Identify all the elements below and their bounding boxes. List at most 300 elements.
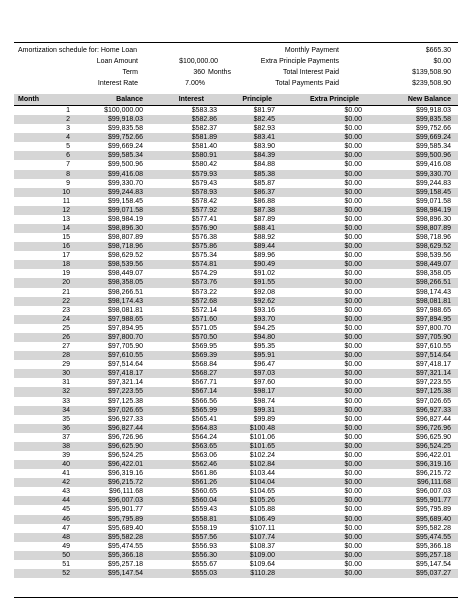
table-row (14, 505, 458, 514)
cell-principle: $102.24 (249, 451, 275, 459)
cell-balance: $97,610.55 (107, 352, 143, 360)
cell-extra-principle: $0.00 (344, 451, 362, 459)
table-row (14, 387, 458, 396)
cell-extra-principle: $0.00 (344, 379, 362, 387)
cell-principle: $89.96 (253, 252, 275, 260)
cell-month: 5 (66, 143, 70, 151)
cell-balance: $98,449.07 (107, 270, 143, 278)
cell-new-balance: $96,927.33 (415, 406, 451, 414)
cell-new-balance: $99,071.58 (415, 197, 451, 205)
cell-balance: $98,081.81 (107, 306, 143, 314)
cell-balance: $95,689.40 (107, 524, 143, 532)
table-row (14, 560, 458, 569)
cell-principle: $107.74 (249, 533, 275, 541)
cell-extra-principle: $0.00 (344, 270, 362, 278)
cell-month: 32 (62, 388, 70, 396)
summary-row-2 (14, 56, 458, 67)
cell-principle: $86.37 (253, 188, 275, 196)
cell-new-balance: $98,896.30 (415, 215, 451, 223)
cell-month: 30 (62, 370, 70, 378)
cell-balance: $95,257.18 (107, 560, 143, 568)
summary-row-1 (14, 45, 458, 56)
table-row (14, 433, 458, 442)
cell-balance: $95,474.55 (107, 542, 143, 550)
cell-balance: $98,629.52 (107, 252, 143, 260)
summary-row-3 (14, 67, 458, 78)
cell-interest: $555.67 (191, 560, 217, 568)
cell-principle: $94.80 (253, 333, 275, 341)
cell-balance: $97,988.65 (107, 315, 143, 323)
cell-principle: $108.37 (249, 542, 275, 550)
cell-new-balance: $99,918.03 (415, 107, 451, 114)
cell-interest: $564.24 (191, 433, 217, 441)
term-label: Term (122, 69, 138, 76)
cell-interest: $565.41 (191, 415, 217, 423)
cell-interest: $562.46 (191, 461, 217, 469)
cell-new-balance: $97,705.90 (415, 333, 451, 341)
cell-principle: $99.31 (253, 406, 275, 414)
table-row (14, 397, 458, 406)
table-row (14, 360, 458, 369)
cell-extra-principle: $0.00 (344, 333, 362, 341)
cell-extra-principle: $0.00 (344, 234, 362, 242)
cell-principle: $85.38 (253, 170, 275, 178)
cell-interest: $571.60 (191, 315, 217, 323)
cell-principle: $109.64 (249, 560, 275, 568)
cell-extra-principle: $0.00 (344, 442, 362, 450)
monthly-payment-label: Monthly Payment (284, 47, 339, 54)
cell-principle: $85.87 (253, 179, 275, 187)
table-row (14, 569, 458, 578)
cell-interest: $561.86 (191, 470, 217, 478)
cell-extra-principle: $0.00 (344, 179, 362, 187)
cell-month: 11 (62, 197, 70, 205)
cell-principle: $99.89 (253, 415, 275, 423)
cell-balance: $96,827.44 (107, 424, 143, 432)
cell-new-balance: $99,752.66 (415, 125, 451, 133)
schedule-table-body (14, 106, 458, 578)
table-bottom-rule (14, 597, 458, 598)
cell-month: 38 (62, 442, 70, 450)
cell-month: 25 (62, 324, 70, 332)
cell-principle: $104.65 (249, 488, 275, 496)
cell-new-balance: $96,524.25 (415, 442, 451, 450)
table-row (14, 306, 458, 315)
cell-new-balance: $97,800.70 (415, 324, 451, 332)
cell-month: 10 (62, 188, 70, 196)
cell-new-balance: $97,026.65 (415, 397, 451, 405)
cell-balance: $97,514.64 (107, 361, 143, 369)
cell-balance: $99,071.58 (107, 206, 143, 214)
cell-extra-principle: $0.00 (344, 225, 362, 233)
table-row (14, 124, 458, 133)
cell-principle: $101.65 (249, 442, 275, 450)
table-row (14, 115, 458, 124)
table-row (14, 369, 458, 378)
cell-principle: $83.90 (253, 143, 275, 151)
cell-extra-principle: $0.00 (344, 143, 362, 151)
table-row (14, 106, 458, 115)
cell-month: 14 (62, 225, 70, 233)
cell-principle: $92.08 (253, 288, 275, 296)
cell-principle: $89.44 (253, 243, 275, 251)
cell-month: 50 (62, 551, 70, 559)
cell-month: 51 (62, 560, 70, 568)
table-row (14, 378, 458, 387)
cell-extra-principle: $0.00 (344, 343, 362, 351)
cell-month: 29 (62, 361, 70, 369)
table-row (14, 524, 458, 533)
cell-balance: $98,266.51 (107, 288, 143, 296)
cell-extra-principle: $0.00 (344, 324, 362, 332)
table-row (14, 496, 458, 505)
table-row (14, 424, 458, 433)
extra-payments-value: $0.00 (433, 58, 451, 65)
cell-month: 15 (62, 234, 70, 242)
table-row (14, 160, 458, 169)
interest-rate-value: 7.00% (185, 80, 205, 87)
cell-interest: $581.40 (191, 143, 217, 151)
cell-month: 49 (62, 542, 70, 550)
cell-principle: $100.48 (249, 424, 275, 432)
cell-principle: $90.49 (253, 261, 275, 269)
cell-new-balance: $97,610.55 (415, 343, 451, 351)
cell-balance: $99,158.45 (107, 197, 143, 205)
cell-balance: $96,625.90 (107, 442, 143, 450)
cell-interest: $577.92 (191, 206, 217, 214)
cell-new-balance: $96,827.44 (415, 415, 451, 423)
table-row (14, 233, 458, 242)
table-row (14, 469, 458, 478)
cell-new-balance: $98,539.56 (415, 252, 451, 260)
cell-interest: $571.05 (191, 324, 217, 332)
term-value: 360 (193, 69, 205, 76)
loan-amount-label: Loan Amount (96, 58, 138, 65)
cell-balance: $99,416.08 (107, 170, 143, 178)
cell-month: 46 (62, 515, 70, 523)
cell-new-balance: $99,330.70 (415, 170, 451, 178)
cell-new-balance: $95,901.77 (415, 497, 451, 505)
cell-month: 45 (62, 506, 70, 514)
cell-balance: $99,500.96 (107, 161, 143, 169)
cell-balance: $95,147.54 (107, 569, 143, 577)
cell-principle: $92.62 (253, 297, 275, 305)
cell-balance: $99,752.66 (107, 134, 143, 142)
cell-extra-principle: $0.00 (344, 470, 362, 478)
table-row (14, 451, 458, 460)
cell-extra-principle: $0.00 (344, 315, 362, 323)
cell-month: 44 (62, 497, 70, 505)
cell-month: 43 (62, 488, 70, 496)
cell-new-balance: $99,585.34 (415, 143, 451, 151)
cell-interest: $568.27 (191, 370, 217, 378)
cell-principle: $105.88 (249, 506, 275, 514)
cell-interest: $579.93 (191, 170, 217, 178)
total-interest-value: $139,508.90 (412, 69, 451, 76)
cell-extra-principle: $0.00 (344, 524, 362, 532)
cell-balance: $97,418.17 (107, 370, 143, 378)
cell-balance: $99,835.58 (107, 125, 143, 133)
table-row (14, 333, 458, 342)
table-row (14, 315, 458, 324)
cell-balance: $96,215.72 (107, 479, 143, 487)
cell-new-balance: $95,582.28 (415, 524, 451, 532)
total-payments-label: Total Payments Paid (275, 80, 339, 87)
summary-row-4 (14, 78, 458, 89)
cell-balance: $96,422.01 (107, 461, 143, 469)
table-header (14, 94, 458, 106)
cell-balance: $97,125.38 (107, 397, 143, 405)
cell-balance: $98,539.56 (107, 261, 143, 269)
cell-new-balance: $99,244.83 (415, 179, 451, 187)
table-row (14, 197, 458, 206)
col-month: Month (18, 96, 39, 103)
cell-interest: $580.42 (191, 161, 217, 169)
cell-month: 22 (62, 297, 70, 305)
table-row (14, 351, 458, 360)
cell-extra-principle: $0.00 (344, 197, 362, 205)
table-row (14, 278, 458, 287)
cell-principle: $97.60 (253, 379, 275, 387)
table-row (14, 442, 458, 451)
cell-interest: $578.42 (191, 197, 217, 205)
cell-interest: $572.68 (191, 297, 217, 305)
cell-extra-principle: $0.00 (344, 352, 362, 360)
table-row (14, 288, 458, 297)
cell-principle: $107.11 (250, 524, 275, 532)
cell-new-balance: $98,174.43 (415, 288, 451, 296)
cell-interest: $575.86 (191, 243, 217, 251)
cell-interest: $569.95 (191, 343, 217, 351)
cell-principle: $86.88 (253, 197, 275, 205)
cell-principle: $84.39 (253, 152, 275, 160)
cell-new-balance: $98,081.81 (415, 297, 451, 305)
cell-new-balance: $95,257.18 (415, 551, 451, 559)
cell-balance: $96,111.68 (109, 488, 143, 496)
cell-new-balance: $97,321.14 (415, 370, 451, 378)
cell-interest: $581.89 (191, 134, 217, 142)
col-extra-principle: Extra Principle (309, 96, 359, 103)
cell-new-balance: $98,449.07 (415, 261, 451, 269)
cell-extra-principle: $0.00 (344, 252, 362, 260)
cell-new-balance: $96,422.01 (415, 451, 451, 459)
col-interest: Interest (178, 96, 204, 103)
cell-extra-principle: $0.00 (344, 397, 362, 405)
cell-new-balance: $98,358.05 (415, 270, 451, 278)
cell-balance: $97,026.65 (107, 406, 143, 414)
cell-interest: $576.90 (191, 225, 217, 233)
cell-interest: $572.14 (191, 306, 217, 314)
table-row (14, 406, 458, 415)
col-new-balance: New Balance (407, 96, 451, 103)
cell-interest: $574.29 (191, 270, 217, 278)
table-row (14, 215, 458, 224)
cell-principle: $95.35 (253, 343, 275, 351)
cell-month: 31 (62, 379, 70, 387)
cell-balance: $96,007.03 (107, 497, 143, 505)
cell-principle: $102.84 (249, 461, 275, 469)
cell-interest: $558.81 (191, 515, 217, 523)
cell-principle: $103.44 (249, 470, 275, 478)
cell-new-balance: $96,007.03 (415, 488, 451, 496)
cell-month: 23 (62, 306, 70, 314)
cell-balance: $98,174.43 (107, 297, 143, 305)
cell-balance: $96,524.25 (107, 451, 143, 459)
cell-month: 8 (66, 170, 70, 178)
cell-extra-principle: $0.00 (344, 488, 362, 496)
cell-month: 20 (62, 279, 70, 287)
cell-extra-principle: $0.00 (344, 261, 362, 269)
table-row (14, 324, 458, 333)
total-payments-value: $239,508.90 (412, 80, 451, 87)
cell-extra-principle: $0.00 (344, 497, 362, 505)
cell-month: 36 (62, 424, 70, 432)
cell-principle: $98.74 (253, 397, 275, 405)
cell-balance: $97,705.90 (107, 343, 143, 351)
cell-new-balance: $97,988.65 (415, 306, 451, 314)
extra-payments-label: Extra Principle Payments (260, 58, 339, 65)
cell-extra-principle: $0.00 (344, 542, 362, 550)
cell-balance: $99,918.03 (107, 116, 143, 124)
cell-month: 4 (66, 134, 70, 142)
cell-principle: $88.41 (253, 225, 275, 233)
cell-balance: $97,223.55 (107, 388, 143, 396)
cell-balance: $97,321.14 (107, 379, 143, 387)
cell-balance: $96,319.16 (107, 470, 143, 478)
cell-new-balance: $97,894.95 (415, 315, 451, 323)
cell-month: 3 (66, 125, 70, 133)
cell-principle: $82.45 (253, 116, 275, 124)
cell-interest: $567.14 (191, 388, 217, 396)
table-row (14, 170, 458, 179)
cell-principle: $97.03 (253, 370, 275, 378)
monthly-payment-value: $665.30 (425, 47, 451, 54)
table-row (14, 151, 458, 160)
cell-interest: $558.19 (191, 524, 217, 532)
cell-interest: $582.37 (191, 125, 217, 133)
cell-extra-principle: $0.00 (344, 161, 362, 169)
cell-interest: $559.43 (191, 506, 217, 514)
cell-principle: $93.70 (253, 315, 275, 323)
cell-extra-principle: $0.00 (344, 107, 362, 114)
cell-principle: $106.49 (249, 515, 275, 523)
cell-principle: $98.17 (253, 388, 275, 396)
cell-extra-principle: $0.00 (344, 361, 362, 369)
cell-month: 2 (66, 116, 70, 124)
cell-balance: $99,669.24 (107, 143, 143, 151)
cell-month: 37 (62, 433, 70, 441)
cell-new-balance: $99,835.58 (415, 116, 451, 124)
table-row (14, 515, 458, 524)
cell-principle: $96.47 (253, 361, 275, 369)
cell-interest: $556.93 (191, 542, 217, 550)
cell-principle: $101.06 (249, 433, 275, 441)
cell-month: 17 (62, 252, 70, 260)
cell-principle: $104.04 (249, 479, 275, 487)
cell-principle: $94.25 (253, 324, 275, 332)
table-row (14, 188, 458, 197)
cell-extra-principle: $0.00 (344, 569, 362, 577)
table-row (14, 269, 458, 278)
col-principle: Principle (242, 96, 272, 103)
cell-month: 16 (62, 243, 70, 251)
cell-balance: $98,896.30 (107, 225, 143, 233)
cell-balance: $96,726.96 (107, 433, 143, 441)
cell-extra-principle: $0.00 (344, 479, 362, 487)
total-interest-label: Total Interest Paid (282, 69, 339, 76)
cell-month: 35 (62, 415, 70, 423)
cell-extra-principle: $0.00 (344, 560, 362, 568)
cell-new-balance: $98,807.89 (415, 225, 451, 233)
interest-rate-label: Interest Rate (97, 80, 138, 87)
cell-extra-principle: $0.00 (344, 406, 362, 414)
cell-new-balance: $96,111.68 (417, 479, 451, 487)
cell-balance: $96,927.33 (107, 415, 143, 423)
cell-month: 48 (62, 533, 70, 541)
cell-new-balance: $99,669.24 (415, 134, 451, 142)
cell-principle: $105.26 (249, 497, 275, 505)
cell-principle: $87.38 (253, 206, 275, 214)
table-row (14, 297, 458, 306)
cell-new-balance: $98,984.19 (415, 206, 451, 214)
cell-principle: $110.28 (250, 569, 275, 577)
table-row (14, 133, 458, 142)
cell-new-balance: $99,158.45 (415, 188, 451, 196)
cell-month: 1 (66, 107, 70, 114)
cell-principle: $84.88 (253, 161, 275, 169)
table-row (14, 342, 458, 351)
cell-extra-principle: $0.00 (344, 388, 362, 396)
cell-new-balance: $95,366.18 (415, 542, 451, 550)
cell-month: 7 (66, 161, 70, 169)
cell-balance: $100,000.00 (104, 107, 143, 114)
cell-extra-principle: $0.00 (344, 506, 362, 514)
table-row (14, 478, 458, 487)
cell-new-balance: $95,474.55 (415, 533, 451, 541)
cell-extra-principle: $0.00 (344, 297, 362, 305)
cell-principle: $88.92 (253, 234, 275, 242)
cell-interest: $574.81 (191, 261, 217, 269)
col-balance: Balance (116, 96, 143, 103)
cell-new-balance: $95,795.89 (415, 506, 451, 514)
cell-balance: $98,807.89 (107, 234, 143, 242)
cell-new-balance: $95,037.27 (415, 569, 451, 577)
cell-extra-principle: $0.00 (344, 515, 362, 523)
cell-balance: $99,585.34 (107, 152, 143, 160)
cell-extra-principle: $0.00 (344, 424, 362, 432)
table-row (14, 533, 458, 542)
cell-balance: $95,901.77 (107, 506, 143, 514)
cell-new-balance: $96,215.72 (415, 470, 451, 478)
cell-principle: $87.89 (253, 215, 275, 223)
cell-month: 52 (62, 569, 70, 577)
cell-interest: $573.76 (191, 279, 217, 287)
cell-month: 6 (66, 152, 70, 160)
cell-extra-principle: $0.00 (344, 152, 362, 160)
cell-month: 12 (62, 206, 70, 214)
cell-month: 21 (62, 288, 70, 296)
cell-extra-principle: $0.00 (344, 415, 362, 423)
cell-balance: $97,894.95 (107, 324, 143, 332)
cell-interest: $567.71 (191, 379, 217, 387)
table-row (14, 206, 458, 215)
cell-balance: $98,358.05 (107, 279, 143, 287)
loan-summary (14, 42, 458, 96)
cell-interest: $570.50 (191, 333, 217, 341)
cell-balance: $98,984.19 (107, 215, 143, 223)
cell-principle: $82.93 (253, 125, 275, 133)
cell-interest: $565.99 (191, 406, 217, 414)
